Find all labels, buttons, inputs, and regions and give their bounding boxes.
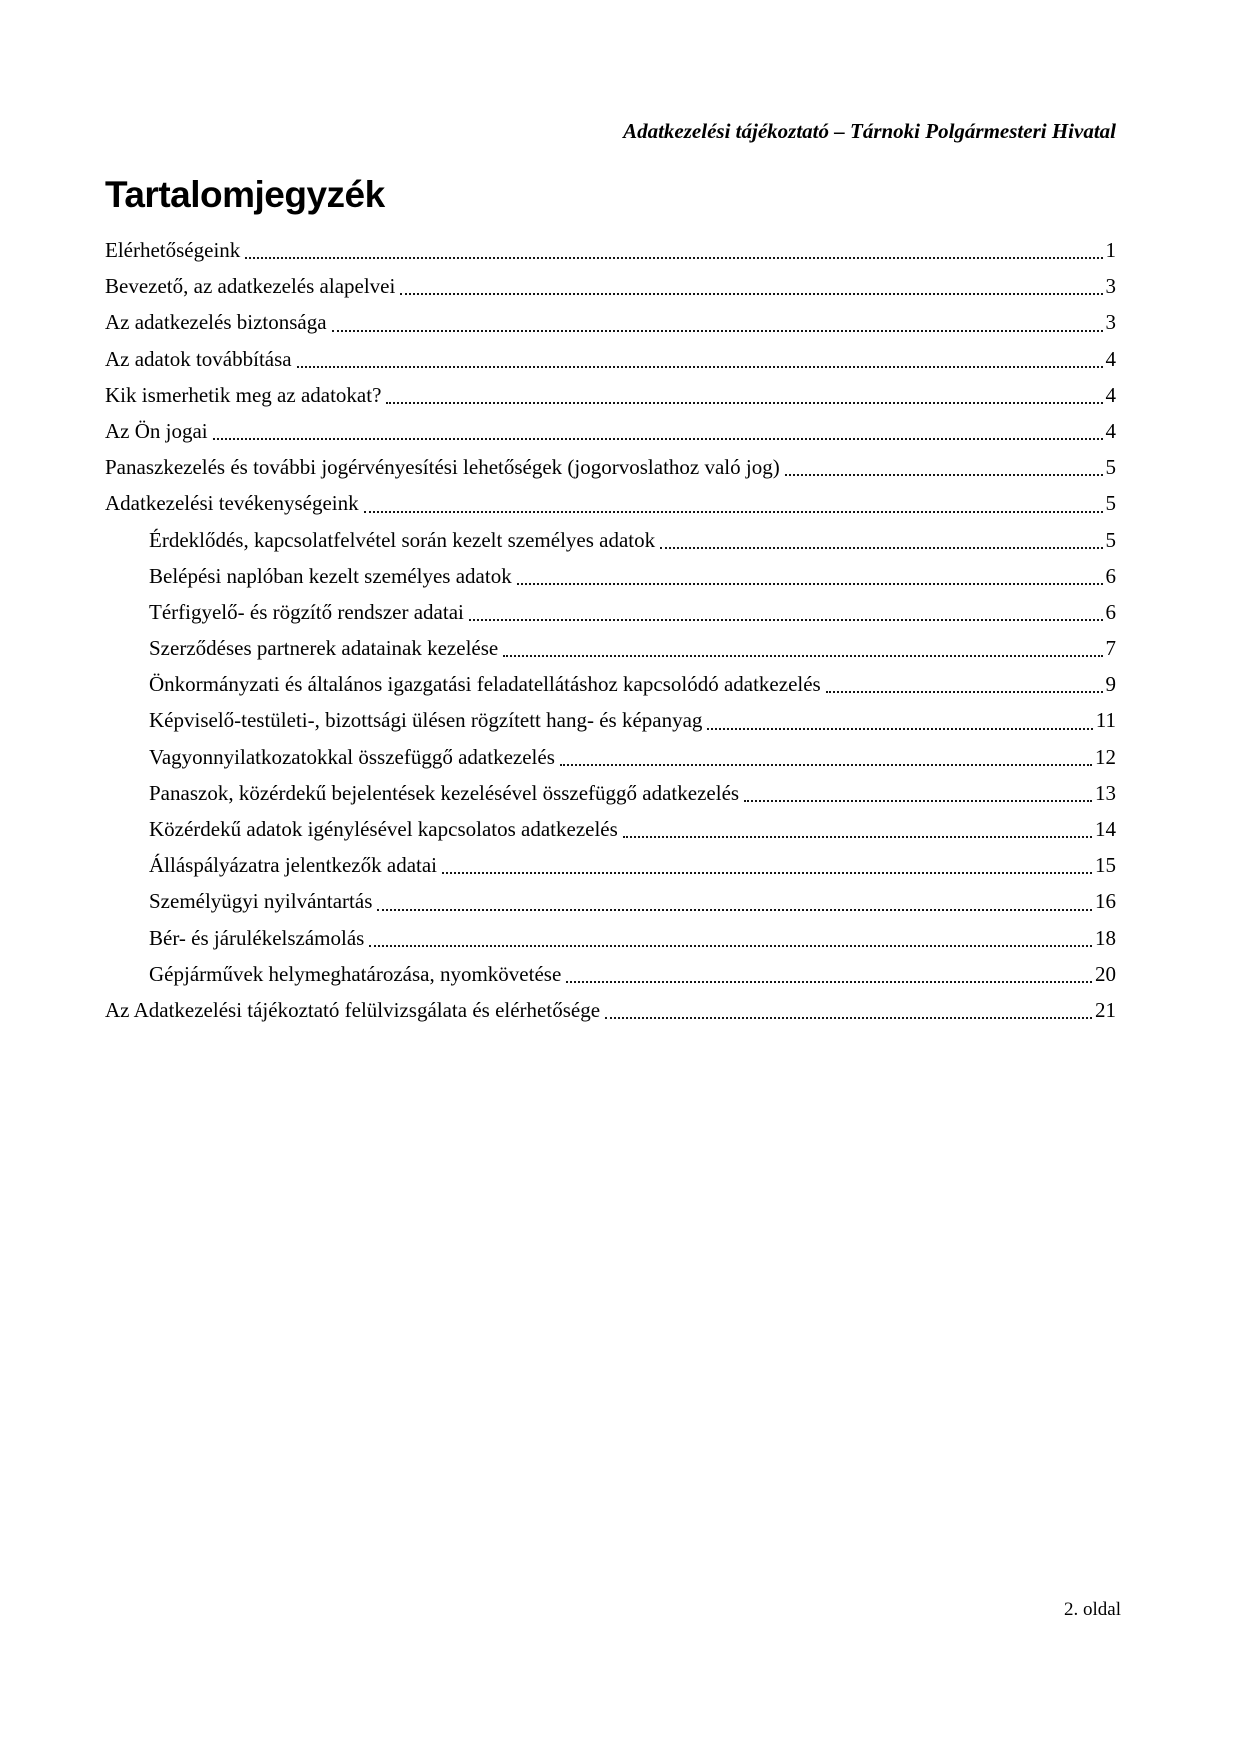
toc-entry-page: 4 [1105, 382, 1116, 407]
toc-entry[interactable] [105, 702, 1116, 738]
toc-entry-page: 3 [1105, 274, 1116, 299]
toc-entry-label: Panaszkezelés és további jogérvényesítési lehetőségek (jogorvoslathoz való jog) [105, 455, 780, 480]
document-header: Adatkezelési tájékoztató – Tárnoki Polgármesteri Hivatal [623, 119, 1116, 143]
toc-entry[interactable] [105, 268, 1116, 304]
toc-entry-label: Belépési naplóban kezelt személyes adatok [149, 563, 512, 588]
toc-entry-label: Az adatkezelés biztonsága [105, 310, 327, 335]
toc-dot-leader [366, 920, 1095, 956]
toc-dot-leader [242, 232, 1105, 268]
toc-dot-leader [466, 594, 1106, 630]
toc-dot-leader [741, 775, 1095, 811]
toc-entry[interactable] [105, 485, 1116, 521]
toc-dot-leader [210, 413, 1106, 449]
toc-entry-page: 5 [1105, 455, 1116, 480]
toc-entry-page: 12 [1095, 744, 1116, 769]
toc-dot-leader [823, 666, 1106, 702]
toc-dot-leader [397, 268, 1105, 304]
toc-entry-label: Önkormányzati és általános igazgatási feladatellátáshoz kapcsolódó adatkezelés [149, 672, 821, 697]
toc-entry-label: Az adatok továbbítása [105, 346, 292, 371]
toc-entry-page: 16 [1095, 889, 1116, 914]
toc-entry[interactable] [105, 558, 1116, 594]
toc-dot-leader [557, 739, 1095, 775]
toc-entry-page: 7 [1105, 636, 1116, 661]
toc-entry[interactable] [105, 449, 1116, 485]
toc-entry-page: 5 [1105, 491, 1116, 516]
toc-entry-page: 11 [1095, 708, 1116, 733]
toc-dot-leader [620, 811, 1095, 847]
toc-entry-label: Térfigyelő- és rögzítő rendszer adatai [149, 599, 464, 624]
toc-dot-leader [602, 992, 1095, 1028]
toc-entry[interactable] [105, 920, 1116, 956]
toc-dot-leader [383, 377, 1105, 413]
toc-entry[interactable] [105, 630, 1116, 666]
toc-dot-leader [782, 449, 1106, 485]
toc-entry[interactable] [105, 304, 1116, 340]
toc-entry-label: Személyügyi nyilvántartás [149, 889, 373, 914]
toc-entry-page: 9 [1105, 672, 1116, 697]
toc-entry[interactable] [105, 232, 1116, 268]
toc-entry-label: Elérhetőségeink [105, 238, 241, 262]
toc-dot-leader [704, 702, 1095, 738]
toc-entry-label: Képviselő-testületi-, bizottsági ülésen rögzített hang- és képanyag [149, 708, 703, 733]
toc-entry-page: 13 [1095, 780, 1116, 805]
toc-dot-leader [294, 341, 1106, 377]
toc-dot-leader [500, 630, 1105, 666]
toc-entry[interactable] [105, 594, 1116, 630]
toc-entry[interactable] [105, 413, 1116, 449]
toc-entry-label: Gépjárművek helymeghatározása, nyomkövetése [149, 961, 562, 986]
toc-dot-leader [514, 558, 1106, 594]
toc-entry[interactable] [105, 992, 1116, 1028]
toc-entry-page: 6 [1105, 599, 1116, 624]
toc-entry-page: 4 [1105, 418, 1116, 443]
toc-entry-page: 6 [1105, 563, 1116, 588]
toc-entry-label: Adatkezelési tevékenységeink [105, 491, 359, 516]
toc-dot-leader [439, 847, 1095, 883]
toc-dot-leader [361, 485, 1106, 521]
toc-entry[interactable] [105, 341, 1116, 377]
toc-entry-page: 1 [1105, 238, 1116, 262]
toc-entry[interactable] [105, 883, 1116, 919]
toc-entry-label: Álláspályázatra jelentkezők adatai [149, 853, 438, 878]
toc-entry-label: Az Adatkezelési tájékoztató felülvizsgálata és elérhetősége [105, 997, 601, 1022]
toc-entry-label: Kik ismerhetik meg az adatokat? [105, 382, 382, 407]
toc-entry-label: Érdeklődés, kapcsolatfelvétel során kezelt személyes adatok [149, 527, 656, 552]
toc-entry-label: Bér- és járulékelszámolás [149, 925, 365, 950]
toc-entry[interactable] [105, 377, 1116, 413]
toc-entry-label: Vagyonnyilatkozatokkal összefüggő adatkezelés [149, 744, 555, 769]
toc-entry-page: 20 [1095, 961, 1116, 986]
toc-entry[interactable] [105, 811, 1116, 847]
toc-entry-page: 3 [1105, 310, 1116, 335]
toc-entry[interactable] [105, 775, 1116, 811]
toc-entry-page: 14 [1095, 817, 1116, 841]
toc-dot-leader [329, 304, 1106, 340]
toc-entry-page: 15 [1095, 853, 1116, 878]
toc-dot-leader [657, 522, 1105, 558]
toc-entry-page: 18 [1095, 925, 1116, 950]
toc-entry-page: 21 [1095, 997, 1116, 1022]
toc-entry-label: Az Ön jogai [105, 418, 208, 443]
toc-entry[interactable] [105, 522, 1116, 558]
toc-entry[interactable] [105, 847, 1116, 883]
toc-entry-label: Szerződéses partnerek adatainak kezelése [149, 636, 499, 661]
toc-dot-leader [563, 956, 1095, 992]
toc-entry-page: 5 [1105, 527, 1116, 552]
toc-entry[interactable] [105, 956, 1116, 992]
toc-entry-label: Közérdekű adatok igénylésével kapcsolatos adatkezelés [149, 817, 618, 841]
toc-entry[interactable] [105, 666, 1116, 702]
page-title: Tartalomjegyzék [105, 174, 385, 215]
toc-entry-label: Panaszok, közérdekű bejelentések kezelésével összefüggő adatkezelés [149, 780, 740, 805]
toc-entry-page: 4 [1105, 346, 1116, 371]
page-footer: 2. oldal [1064, 1599, 1121, 1620]
toc-entry-label: Bevezető, az adatkezelés alapelvei [105, 274, 396, 299]
toc-entry[interactable] [105, 739, 1116, 775]
table-of-contents [105, 232, 1116, 1028]
toc-dot-leader [374, 883, 1095, 919]
